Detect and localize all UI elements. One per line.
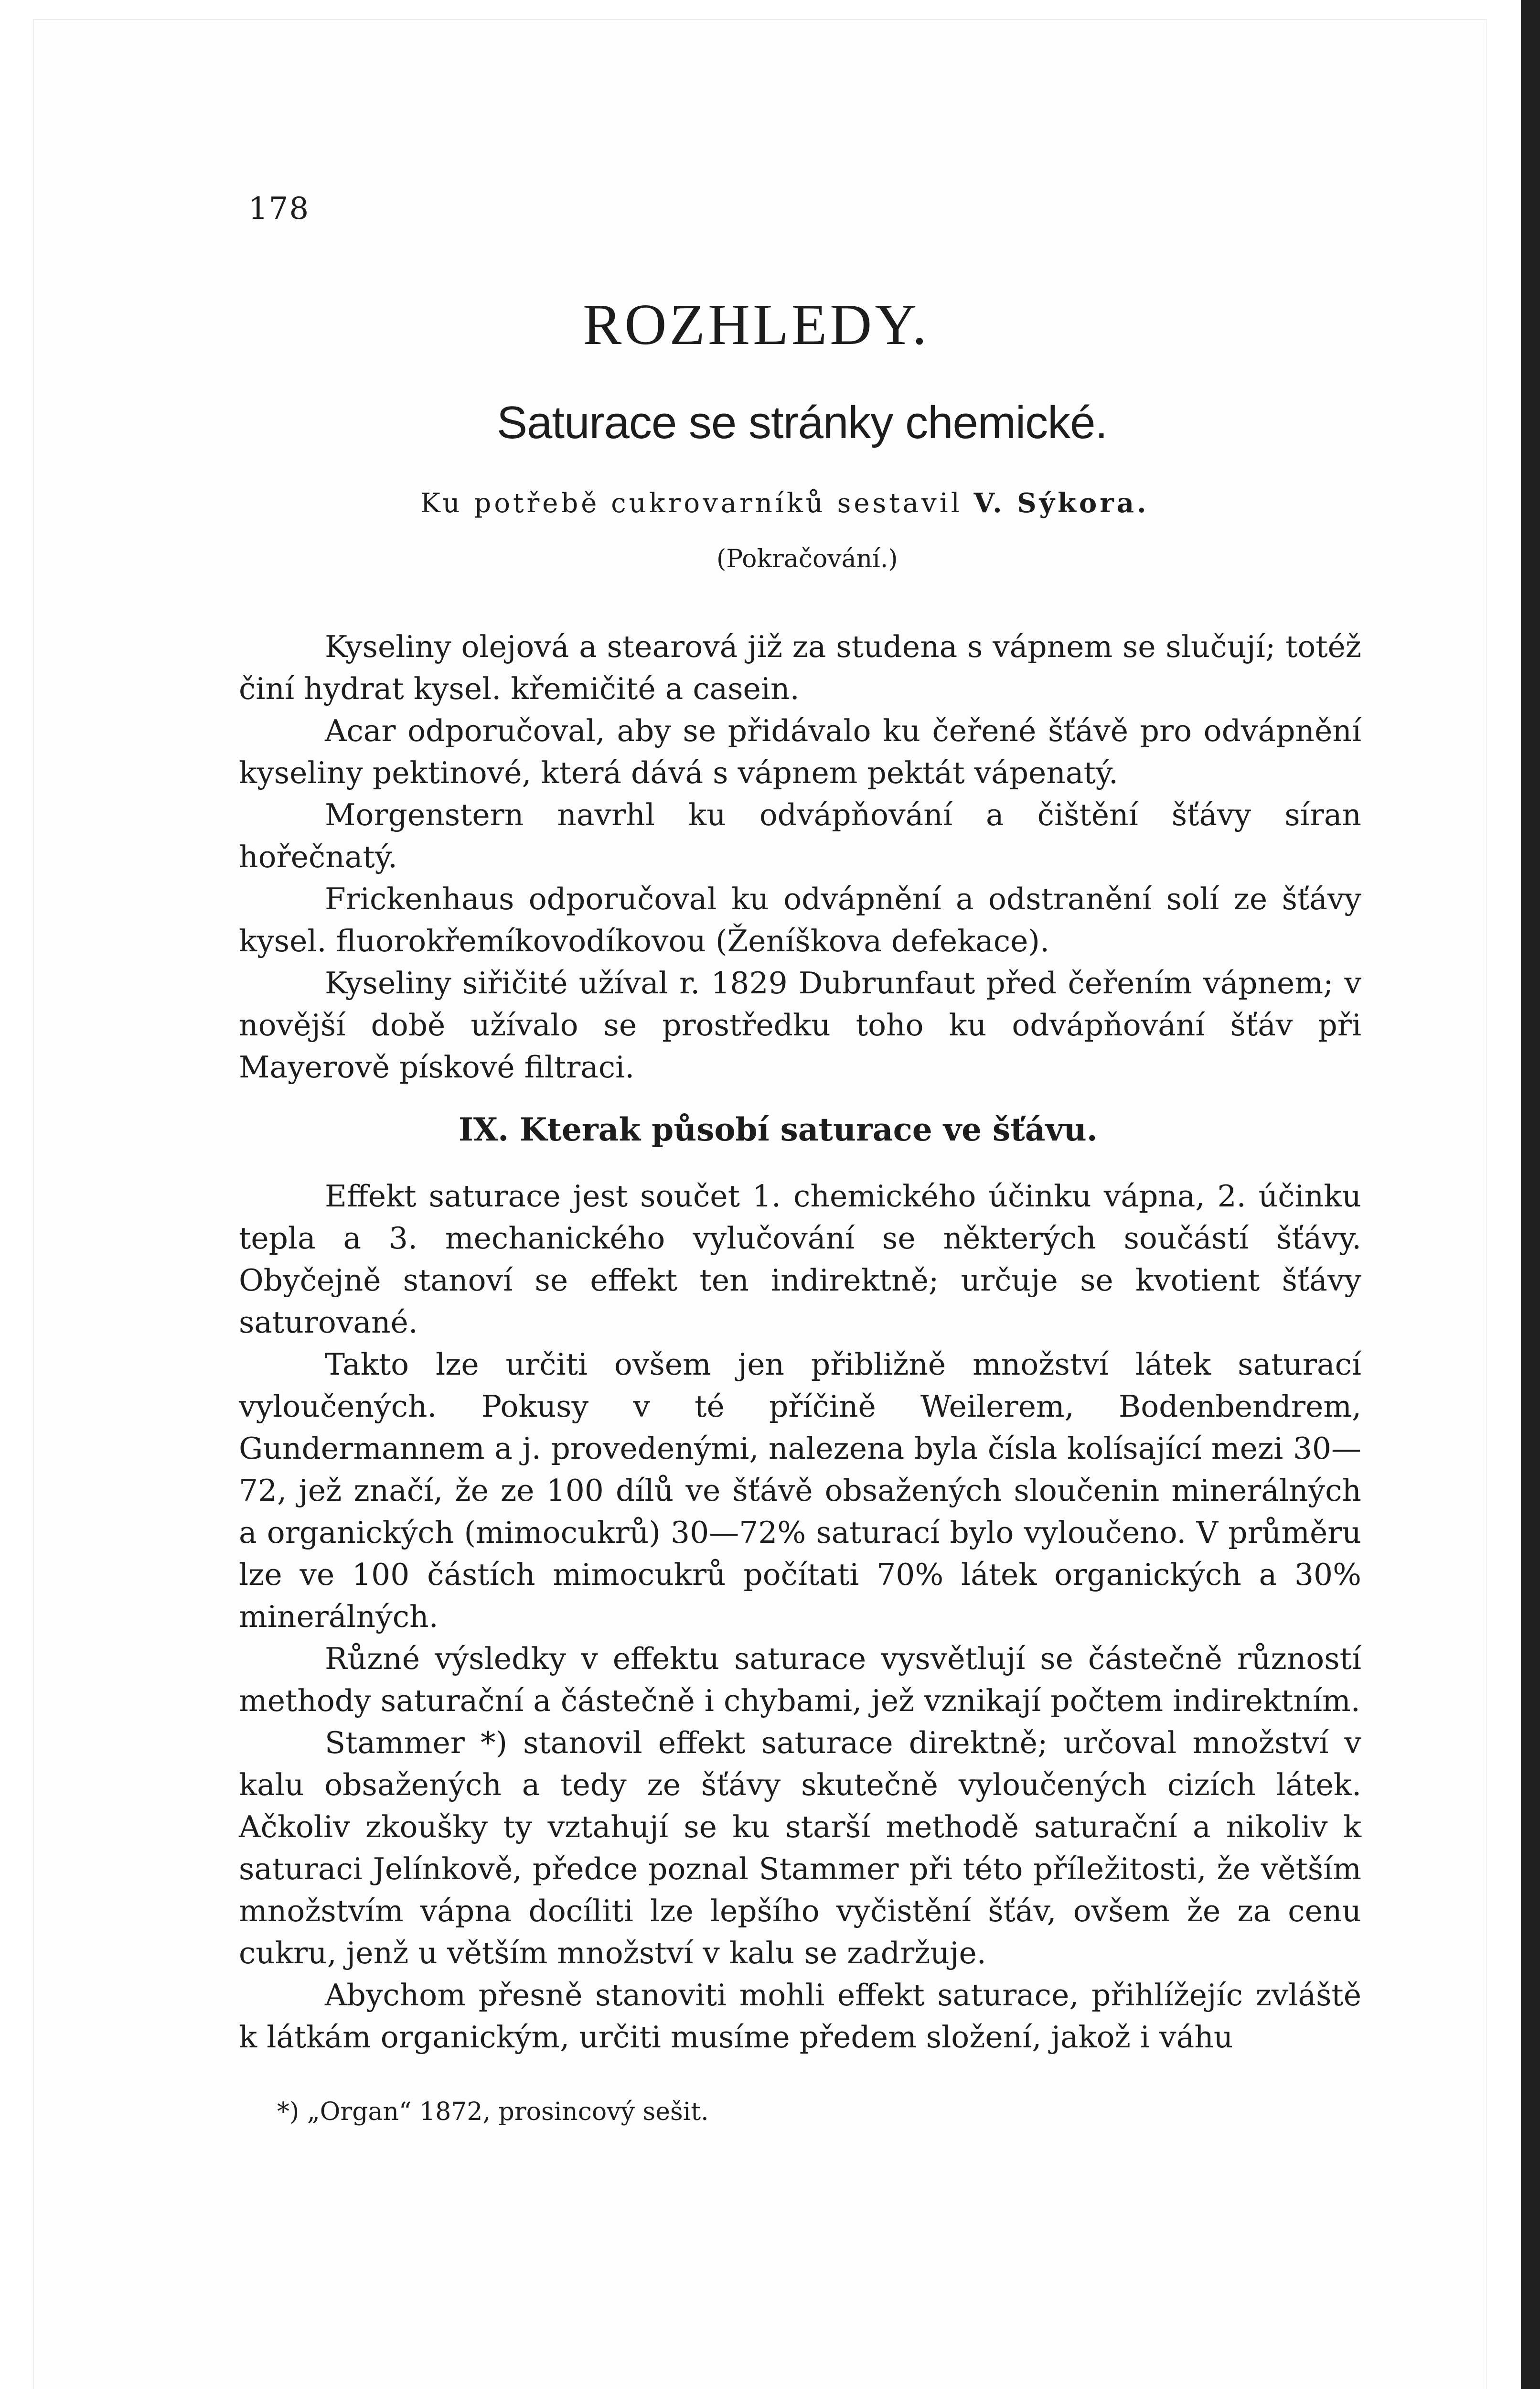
paragraph: Takto lze určiti ovšem jen přibližně množství látek saturací vyloučených. Pokusy v té příčině Weilerem, Bodenbendrem, Gundermannem a j. provedenými, nalezena byla čísla kolísající mezi 30—72, jež značí, že ze 100 dílů ve šťávě obsažených sloučenin minerálných a organických (mimocukrů) 30—72% saturací bylo vyloučeno. V průměru lze ve 100 částích mimocukrů počítati 70% látek organických a 30% minerálných. [239, 1347, 1361, 1634]
paragraph: Abychom přesně stanoviti mohli effekt saturace, přihlížejíc zvláště k látkám organickým, určiti musíme předem složení, jakož i váhu [239, 1978, 1361, 2055]
continued-note: (Pokračování.) [717, 545, 898, 573]
byline-prefix: Ku potřebě cukrovarníků sestavil [420, 488, 962, 519]
page-number: 178 [248, 191, 310, 226]
byline-author: V. Sýkora. [973, 487, 1149, 519]
paragraph: Kyseliny siřičité užíval r. 1829 Dubrunfaut před čeřením vápnem; v novější době užívalo se prostředku toho ku odvápňování šťáv při Mayerově pískové filtraci. [239, 966, 1361, 1085]
paragraph: Stammer *) stanovil effekt saturace direktně; určoval množství v kalu obsažených a tedy ze šťávy skutečně vyloučených cizích látek. Ačkoliv zkoušky ty vztahují se ku starší methodě saturační a nikoliv k saturaci Jelínkově, předce poznal Stammer při této příležitosti, že větším množstvím vápna docíliti lze lepšího vyčistění šťáv, ovšem že za cenu cukru, jenž u větším množství v kalu se zadržuje. [239, 1725, 1361, 1970]
paragraph: Acar odporučoval, aby se přidávalo ku čeřené šťávě pro odvápnění kyseliny pektinové, která dává s vápnem pektát vápenatý. [239, 713, 1361, 790]
paragraph: Morgenstern navrhl ku odvápňování a čištění šťávy síran hořečnatý. [239, 797, 1361, 874]
scan-edge [1521, 0, 1540, 2389]
paragraph: Effekt saturace jest součet 1. chemického účinku vápna, 2. účinku tepla a 3. mechanického vylučování se některých součástí šťávy. Obyčejně stanoví se effekt ten indirektně; určuje se kvotient šťávy saturované. [239, 1179, 1361, 1340]
article-title: Saturace se stránky chemické. [497, 397, 1108, 448]
paragraph: Různé výsledky v effektu saturace vysvětlují se částečně růzností methody saturační a částečně i chybami, jež vznikají počtem indirektním. [239, 1641, 1361, 1718]
byline [420, 487, 1149, 519]
main-paragraphs [239, 1175, 1361, 2058]
chemical-paragraphs [239, 626, 1361, 1088]
footnote: *) „Organ“ 1872, prosincový sešit. [277, 2098, 709, 2126]
section-heading: IX. Kterak působí saturace ve šťávu. [459, 1111, 1098, 1148]
paragraph: Frickenhaus odporučoval ku odvápnění a odstranění solí ze šťávy kysel. fluorokřemíkovodíkovou (Ženíškova defekace). [239, 882, 1361, 958]
paragraph: Kyseliny olejová a stearová již za studena s vápnem se slučují; totéž činí hydrat kysel. křemičité a casein. [239, 629, 1361, 706]
section-title: ROZHLEDY. [583, 292, 930, 357]
